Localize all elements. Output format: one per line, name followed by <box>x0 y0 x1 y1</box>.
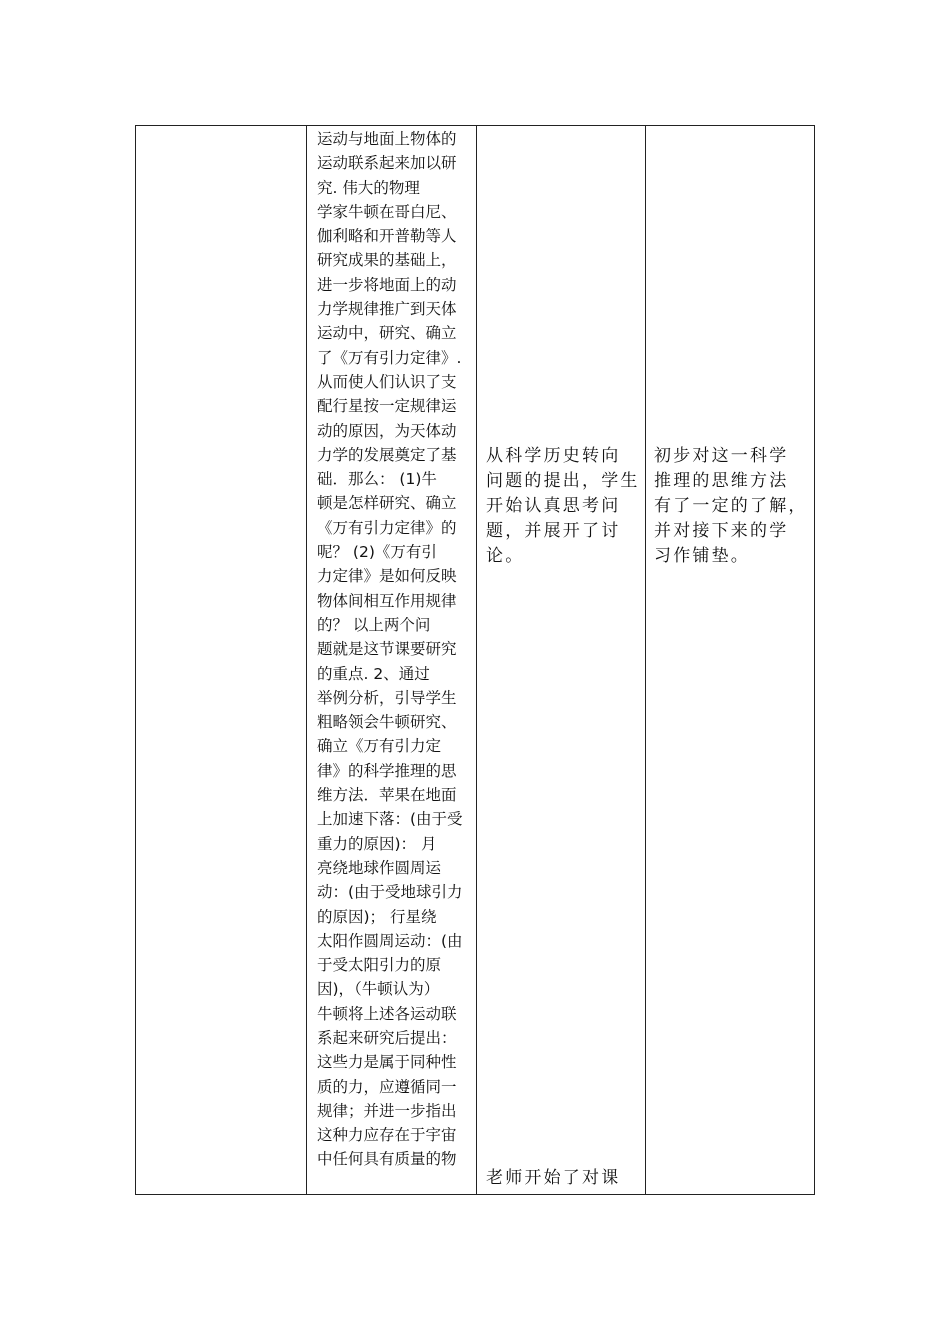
column-divider <box>645 126 646 1194</box>
content-line: 究. 伟大的物理 <box>317 178 420 197</box>
intent-line: 有了一定的了解， <box>654 496 808 516</box>
content-line: 配行星按一定规律运 <box>317 397 457 416</box>
content-line: 础．那么： (1)牛 <box>317 470 437 489</box>
content-line: 维方法．苹果在地面 <box>317 786 457 805</box>
content-line: 重力的原因)： 月 <box>317 834 437 853</box>
content-line: 确立《万有引力定 <box>317 737 442 756</box>
content-line: 于受太阳引力的原 <box>317 956 442 975</box>
intent-line: 推理的思维方法 <box>654 471 789 491</box>
content-line: 运动中，研究、确立 <box>317 324 457 343</box>
content-line: 粗略领会牛顿研究、 <box>317 713 457 732</box>
activity-line: 从科学历史转向 <box>486 446 621 466</box>
cell-teaching-content <box>317 126 475 1172</box>
column-divider <box>476 126 477 1194</box>
content-line: 力学的发展奠定了基 <box>317 445 457 464</box>
cell-student-activity <box>486 444 638 569</box>
content-line: 这种力应存在于宇宙 <box>317 1126 457 1145</box>
content-line: 动的原因，为天体动 <box>317 421 457 440</box>
activity-line: 问题的提出，学生 <box>486 471 640 491</box>
content-line: 物体间相互作用规律 <box>317 591 457 610</box>
content-line: 亮绕地球作圆周运 <box>317 858 442 877</box>
content-line: 因)，（牛顿认为） <box>317 980 440 999</box>
intent-line: 习作铺垫。 <box>654 546 750 566</box>
content-line: 从而使人们认识了支 <box>317 372 457 391</box>
content-line: 上加速下落：(由于受 <box>317 810 463 829</box>
content-line: 太阳作圆周运动：(由 <box>317 931 463 950</box>
content-line: 规律；并进一步指出 <box>317 1101 457 1120</box>
content-line: 动：(由于受地球引力 <box>317 883 463 902</box>
content-line: 伽利略和开普勒等人 <box>317 227 457 246</box>
content-line: 质的力，应遵循同一 <box>317 1077 457 1096</box>
activity-line: 开始认真思考问 <box>486 496 621 516</box>
content-line: 运动与地面上物体的 <box>317 130 457 148</box>
content-line: 的重点. 2、通过 <box>317 664 430 683</box>
activity-line: 论。 <box>486 546 525 566</box>
content-line: 顿是怎样研究、确立 <box>317 494 457 513</box>
content-line: 呢？ (2)《万有引 <box>317 543 437 562</box>
content-line: 进一步将地面上的动 <box>317 275 457 294</box>
cell-student-activity-continued <box>486 1166 638 1191</box>
content-line: 力学规律推广到天体 <box>317 300 457 319</box>
content-line: 举例分析，引导学生 <box>317 688 457 707</box>
content-line: 力定律》是如何反映 <box>317 567 457 586</box>
content-line: 的原因)； 行星绕 <box>317 907 437 926</box>
content-line: 研究成果的基础上， <box>317 251 457 270</box>
content-line: 中任何具有质量的物 <box>317 1150 457 1169</box>
column-divider <box>306 126 307 1194</box>
activity-line: 老师开始了对课 <box>486 1168 621 1188</box>
content-line: 系起来研究后提出： <box>317 1028 457 1047</box>
content-line: 的？ 以上两个问 <box>317 615 431 634</box>
content-line: 了《万有引力定律》. <box>317 348 462 367</box>
content-line: 《万有引力定律》的 <box>317 518 457 537</box>
intent-line: 初步对这一科学 <box>654 446 789 466</box>
content-line: 运动联系起来加以研 <box>317 154 457 173</box>
content-line: 题就是这节课要研究 <box>317 640 457 659</box>
activity-line: 题，并展开了讨 <box>486 521 621 541</box>
content-line: 律》的科学推理的思 <box>317 761 457 780</box>
intent-line: 并对接下来的学 <box>654 521 789 541</box>
content-line: 这些力是属于同种性 <box>317 1053 457 1072</box>
content-line: 牛顿将上述各运动联 <box>317 1004 457 1023</box>
lesson-table <box>135 125 815 1195</box>
content-line: 学家牛顿在哥白尼、 <box>317 202 457 221</box>
cell-design-intent <box>654 444 806 569</box>
